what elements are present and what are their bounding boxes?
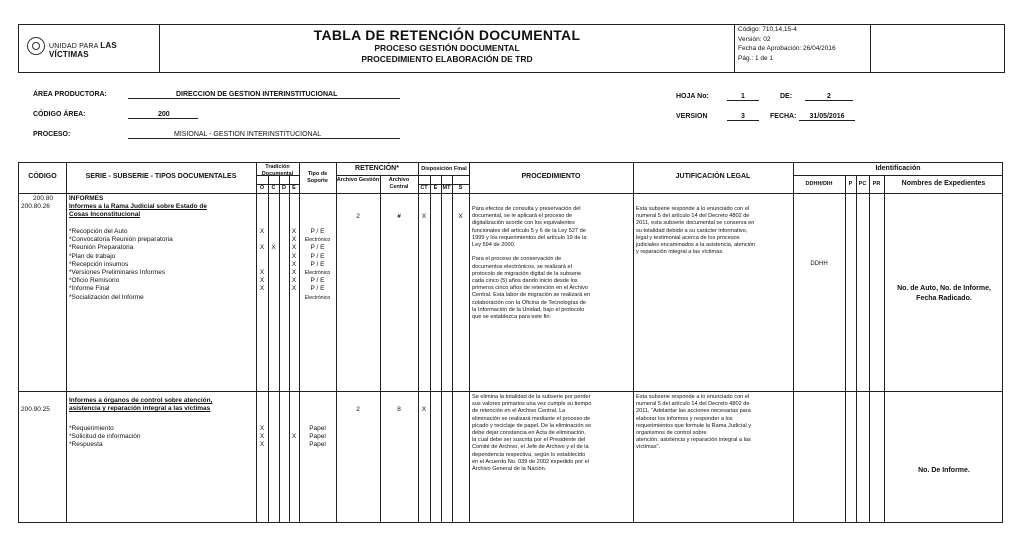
trad-mark: X: [291, 260, 297, 268]
procedimiento-line: Archivo General de la Nación.: [472, 466, 547, 473]
row2-ct: X: [421, 406, 427, 413]
col-archivo-central: Archivo Central: [388, 177, 410, 190]
trad-mark: [289, 441, 299, 449]
row1-ct: X: [421, 213, 427, 220]
tipo-documental-item: *Convocatoria Reunión preparatoria: [69, 236, 173, 244]
row1-expedientes: No. de Auto, No. de Informe, Fecha Radicado.: [897, 285, 991, 302]
row1-justificacion: [636, 206, 791, 256]
justificacion-line: numeral 5 del artículo 14 del Decreto 4802 de: [636, 213, 750, 220]
soporte-item: P / E: [310, 244, 325, 252]
trad-mark: [268, 253, 279, 261]
soporte-item: P / E: [310, 252, 325, 260]
row1-central: #: [397, 213, 401, 220]
procedimiento-line: 1999 y los requerimientos del artículo 19 de la: [472, 234, 587, 241]
col-codigo: CÓDIGO: [28, 173, 57, 180]
justificacion-line: elaborar los informes y responder a los: [636, 415, 733, 422]
row1-trad-c: [268, 228, 279, 302]
col-expedientes: Nombres de Expedientes: [901, 180, 986, 187]
justificacion-line: víctimas".: [636, 444, 661, 451]
row2-trad-e: [289, 425, 299, 450]
soporte-item: P / E: [310, 285, 325, 293]
trad-mark: X: [291, 285, 297, 293]
soporte-item: Electrónico: [304, 270, 331, 277]
document-header: [18, 24, 1005, 73]
col-tradicion: Tradición Documental: [261, 164, 294, 177]
trad-mark: [268, 261, 279, 269]
col-disp-e: E: [433, 185, 438, 191]
version-label: VERSION: [676, 113, 708, 120]
row1-soporte: [299, 228, 336, 302]
col-retencion: RETENCIÓN*: [355, 165, 399, 172]
col-trad-d: D: [282, 185, 286, 191]
row2-subserie-line2: asistencia y reparación integral a las víctimas: [69, 405, 211, 413]
procedimiento-line: Ley 594 de 2000.: [472, 242, 516, 249]
procedimiento-line: sus valores primarios una vez cumple su tiempo: [472, 401, 592, 408]
row1-subserie-line2: Cosas Inconstitucional: [69, 211, 141, 219]
fecha-label: FECHA:: [770, 113, 797, 120]
tipo-documental-item: *Recopción del Auto: [69, 228, 128, 235]
justificacion-line: 2011, esta subserie documental se conserva en: [636, 220, 755, 227]
area-productora-value: DIRECCION DE GESTION INTERINSTITUCIONAL: [128, 91, 400, 99]
justificacion-line: 2011, "Adelantar las acciones necesarias para: [636, 408, 751, 415]
soporte-item: Papel: [309, 441, 326, 449]
codigo-area-label: CÓDIGO ÁREA:: [33, 111, 86, 118]
col-soporte: Tipo de Soporte: [307, 171, 328, 184]
trad-mark: X: [259, 269, 265, 277]
seal-icon: [27, 37, 45, 55]
trad-mark: X: [259, 244, 265, 252]
tipo-documental-item: *Versiones Preliminares Informes: [69, 269, 166, 277]
area-productora-label: ÁREA PRODUCTORA:: [33, 91, 107, 98]
col-archivo-gestion: Archivo Gestión: [336, 177, 380, 183]
trad-mark: [289, 425, 299, 433]
row1-code-subserie: 200.80.26: [21, 203, 50, 211]
row1-subserie-line1: Informes a la Rama Judicial sobre Estado de: [69, 203, 207, 211]
col-procedimiento: PROCEDIMIENTO: [521, 173, 581, 180]
document-subtitle-process: PROCESO GESTIÓN DOCUMENTAL: [374, 43, 520, 53]
col-disposicion: Disposición Final: [421, 166, 467, 172]
col-disp-mt: MT: [442, 185, 451, 191]
col-id-p: P: [848, 181, 853, 187]
trad-mark: [268, 277, 279, 285]
row1-serie-title: INFORMES: [69, 195, 104, 202]
col-id-pr: PR: [872, 181, 881, 187]
soporte-item: Electrónico: [304, 237, 331, 244]
hoja-label: HOJA No:: [676, 93, 709, 100]
trad-mark: X: [259, 425, 265, 432]
tipo-documental-item: *Informe Final: [69, 285, 110, 293]
codigo-area-value: 200: [128, 111, 198, 119]
justificacion-line: legal y testimonial acerca de los procesos: [636, 234, 740, 241]
trad-mark: X: [291, 228, 297, 235]
soporte-item: Papel: [309, 425, 326, 432]
trad-mark: X: [291, 269, 297, 277]
proceso-label: PROCESO:: [33, 131, 71, 138]
row2-gestion: 2: [356, 406, 360, 413]
procedimiento-line: dependencia respectiva, según lo establecido: [472, 451, 586, 458]
trad-mark: [256, 261, 268, 269]
fecha-value: 31/05/2016: [799, 113, 855, 121]
procedimiento-line: de retención en el Archivo Central. La: [472, 408, 566, 415]
trad-mark: [268, 294, 279, 302]
procedimiento-line: digitalización acorde con los equivalentes: [472, 220, 575, 227]
tipo-documental-item: *Reunión Preparatoria: [69, 244, 134, 252]
justificacion-line: requerimientos que formule la Rama Judicial y: [636, 422, 752, 429]
row1-ddhh: DDHH: [810, 261, 828, 267]
row2-soporte: [299, 425, 336, 450]
trad-mark: [256, 294, 268, 302]
meta-version: Versión: 02: [738, 35, 771, 43]
document-title: TABLA DE RETENCIÓN DOCUMENTAL: [313, 27, 581, 43]
trad-mark: X: [291, 252, 297, 260]
row2-justificacion: [636, 394, 791, 452]
trad-mark: X: [259, 277, 265, 285]
trad-mark: [289, 294, 299, 302]
row2-central: 8: [397, 406, 401, 413]
procedimiento-line: documental, se le aplicará el proceso de: [472, 213, 573, 220]
tipo-documental-item: *Respuesta: [69, 441, 103, 449]
document-subtitle-procedure: PROCEDIMIENTO ELABORACIÓN DE TRD: [361, 54, 533, 64]
procedimiento-line: colaboración con la Oficina de Tecnologías de: [472, 299, 587, 306]
procedimiento-line: eliminación se realizará mediante el proceso de: [472, 415, 591, 422]
justificacion-line: su totalidad debido a su carácter informativo,: [636, 227, 748, 234]
row2-expedientes: No. De Informe.: [918, 467, 970, 474]
trad-mark: X: [271, 244, 276, 252]
logo-block: [19, 25, 160, 72]
row1-trad-o: [256, 228, 268, 302]
row1-code-serie: 200.80: [33, 195, 53, 202]
row1-serie: [69, 195, 255, 220]
row1-trad-e: [289, 228, 299, 302]
trad-mark: [256, 253, 268, 261]
row1-tipos-list: [69, 228, 255, 302]
procedimiento-line: en el Acuerdo No. 039 de 2002 expedido por el: [472, 458, 589, 465]
col-disp-s: S: [458, 185, 463, 191]
row2-trad-o: [256, 425, 268, 450]
row2-tipos-list: [69, 425, 255, 450]
de-label: DE:: [780, 93, 793, 100]
tipo-documental-item: *Plan de trabajo: [69, 252, 116, 260]
trad-mark: X: [291, 236, 297, 244]
hoja-value: 1: [727, 93, 759, 101]
trad-mark: X: [291, 433, 297, 441]
organization-logo-text: UNIDAD PARA LAS VÍCTIMAS: [49, 41, 117, 59]
tipo-documental-item: *Socialización del Informe: [69, 293, 144, 301]
row2-serie: [69, 397, 255, 413]
justificacion-line: judiciales encaminados a la asistencia, atención: [636, 242, 756, 249]
procedimiento-line: primeros cinco años de retención en el Archivo: [472, 285, 588, 292]
col-trad-o: O: [259, 185, 265, 191]
trad-mark: [268, 236, 279, 244]
justificacion-line: organismos de control sobre: [636, 430, 707, 437]
trad-mark: X: [259, 441, 265, 449]
justificacion-line: Esta subserie responde a lo enunciado con el: [636, 394, 750, 400]
col-trad-e: E: [292, 185, 296, 191]
row1-s: X: [458, 213, 463, 220]
procedimiento-line: cada cinco (5) años dando inicio desde los: [472, 278, 578, 285]
version-value: 3: [727, 113, 759, 121]
row1-codes: [21, 195, 65, 211]
row1-gestion: 2: [356, 213, 360, 220]
trad-mark: X: [291, 277, 297, 285]
col-identificacion: Identificación: [875, 165, 921, 172]
meta-pagina: Pág.: 1 de 1: [738, 54, 774, 62]
col-id-pc: PC: [858, 181, 867, 187]
justificacion-line: y reparación integral a las víctimas.: [636, 249, 724, 256]
row2-procedimiento: [472, 394, 631, 473]
trad-mark: X: [291, 244, 297, 252]
procedimiento-line: Para efectos de consulta y preservación del: [472, 206, 581, 212]
trad-mark: [268, 228, 279, 236]
meta-fecha-aprobacion: Fecha de Aprobación: 26/04/2016: [738, 45, 836, 52]
procedimiento-line: Central. Esta labor de migración se realizará en: [472, 292, 591, 299]
col-serie: SERIE - SUBSERIE - TIPOS DOCUMENTALES: [85, 173, 237, 180]
justificacion-line: numeral 5 del artículo 14 del Decreto 4802 de: [636, 401, 750, 408]
de-value: 2: [805, 93, 853, 101]
trad-mark: X: [259, 433, 265, 441]
procedimiento-line: [472, 249, 631, 256]
procedimiento-line: la Información de la Unidad, bajo el protocolo: [472, 306, 585, 313]
procedimiento-line: Para el proceso de conservación de: [472, 256, 562, 263]
tipo-documental-item: *Recepción insumos: [69, 260, 129, 268]
soporte-item: Papel: [309, 433, 326, 441]
document-metadata: [734, 25, 1004, 72]
tipo-documental-item: *Oficio Remisorio: [69, 277, 120, 285]
procedimiento-line: que se establezca para este fin.: [472, 314, 551, 321]
soporte-item: P / E: [310, 277, 325, 285]
row2-subserie-line1: Informes a órganos de control sobre atención,: [69, 397, 213, 404]
procedimiento-line: protocolo de migración digital de la subserie: [472, 270, 582, 277]
procedimiento-line: la cual debe ser suscrita por el Presidente del: [472, 437, 586, 444]
title-block: [160, 25, 734, 72]
procedimiento-line: documentos electrónicos, se realizará el: [472, 263, 572, 270]
trad-mark: X: [259, 228, 265, 235]
meta-codigo: Código: 710,14,15-4: [738, 26, 797, 33]
procedimiento-line: funcionales del artículo 5 y 6 de la Ley 527 de: [472, 227, 586, 234]
tipo-documental-item: *Requerimiento: [69, 425, 114, 432]
soporte-item: P / E: [310, 260, 325, 268]
justificacion-line: atención, asistencia y reparación integral a las: [636, 437, 751, 444]
col-trad-c: C: [271, 185, 276, 191]
procedimiento-line: Se elimina la totalidad de la subserie por perder: [472, 394, 591, 400]
tipo-documental-item: *Solicitud de información: [69, 433, 141, 441]
trad-mark: X: [259, 285, 265, 293]
soporte-item: Electrónico: [304, 294, 331, 301]
proceso-value: MISIONAL - GESTION INTERINSTITUCIONAL: [128, 131, 400, 139]
retention-table: [18, 162, 1003, 523]
row2-code: 200.90.25: [21, 406, 50, 413]
soporte-item: P / E: [310, 228, 325, 235]
trad-mark: [268, 269, 279, 277]
procedimiento-line: debe dejar constancia en Acta de eliminación,: [472, 430, 586, 437]
procedimiento-line: picado y reciclaje de papel. De la eliminación se: [472, 422, 592, 429]
row1-procedimiento: [472, 206, 631, 321]
trad-mark: [268, 285, 279, 293]
col-disp-ct: CT: [420, 185, 428, 191]
col-justificacion: JUTIFICACIÓN LEGAL: [675, 173, 751, 180]
justificacion-line: Esta subserie responde a lo enunciado con el: [636, 206, 750, 212]
trad-mark: [256, 236, 268, 244]
procedimiento-line: Comité de Archivo, el Jefe de Archivo y el de la: [472, 444, 589, 451]
col-id-ddhh: DDHH/DIH: [805, 181, 833, 187]
